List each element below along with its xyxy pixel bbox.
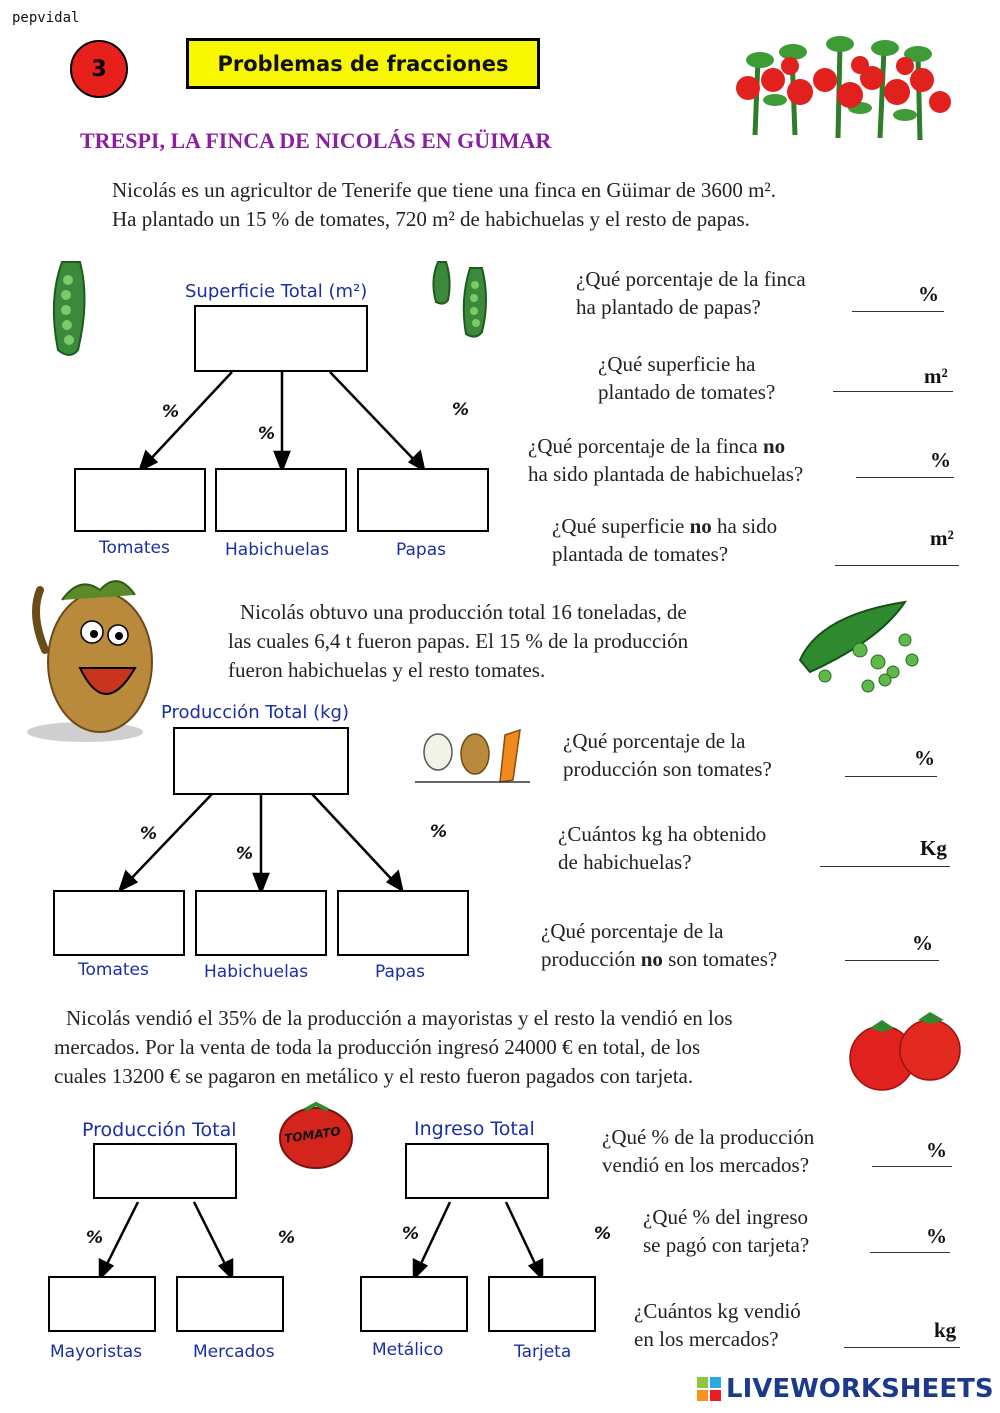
answer-3-3-line[interactable] bbox=[844, 1345, 960, 1348]
diagram3-mercados-box[interactable] bbox=[176, 1276, 284, 1332]
section3-text-line3: cuales 13200 € se pagaron en metálico y el resto fueron pagados con tarjeta. bbox=[54, 1064, 694, 1088]
diagram3-arrows bbox=[100, 1202, 232, 1278]
intro-text-line1: Nicolás es un agricultor de Tenerife que tiene una finca en Güimar de 3600 m². bbox=[112, 178, 776, 202]
tomatoes-icon bbox=[850, 1012, 960, 1090]
diagram3-mayoristas-box[interactable] bbox=[48, 1276, 156, 1332]
page-heading: TRESPI, LA FINCA DE NICOLÁS EN GÜIMAR bbox=[80, 128, 552, 153]
answer-2-2-line[interactable] bbox=[820, 864, 950, 867]
diagram4-metalico-box[interactable] bbox=[360, 1276, 468, 1332]
diagram3-root-box[interactable] bbox=[93, 1143, 237, 1199]
diagram4-metalico-label: Metálico bbox=[372, 1340, 444, 1360]
diagram3-mercados-label: Mercados bbox=[193, 1342, 275, 1362]
pea-pod-icon bbox=[54, 262, 85, 355]
section3-text-line1: Nicolás vendió el 35% de la producción a mayoristas y el resto la vendió en los bbox=[66, 1006, 733, 1030]
question-2-1-unit: % bbox=[914, 746, 935, 770]
question-3-1: ¿Qué % de la producción vendió en los mercados? bbox=[602, 1125, 815, 1177]
answer-1-1-line[interactable] bbox=[852, 309, 944, 312]
diagram4-tarjeta-box[interactable] bbox=[488, 1276, 596, 1332]
diagram1-root-label: Superficie Total (m²) bbox=[185, 281, 368, 302]
diagram2-arrows bbox=[120, 794, 402, 892]
intro-text-line2: Ha plantado un 15 % de tomates, 720 m² de habichuelas y el resto de papas. bbox=[112, 207, 750, 231]
tomato-plants-icon bbox=[736, 36, 951, 140]
question-1-1-unit: % bbox=[918, 282, 939, 306]
liveworksheets-brand bbox=[696, 1374, 994, 1404]
answer-2-3-line[interactable] bbox=[845, 958, 939, 961]
section3-text-line2: mercados. Por la venta de toda la producción ingresó 24000 € en total, de los bbox=[54, 1035, 701, 1059]
question-1-4-unit: m² bbox=[930, 526, 954, 550]
question-3-1-unit: % bbox=[926, 1138, 947, 1162]
diagram1-papas-box[interactable] bbox=[357, 468, 489, 532]
section2-text-line3: fueron habichuelas y el resto tomates. bbox=[228, 658, 546, 682]
diagram2-habichuelas-box[interactable] bbox=[195, 890, 327, 956]
diagram1-tomates-box[interactable] bbox=[74, 468, 206, 532]
diagram2-habichuelas-label: Habichuelas bbox=[204, 962, 309, 982]
vegetable-characters-icon bbox=[415, 730, 530, 782]
diagram1-tomates-label: Tomates bbox=[99, 538, 170, 558]
question-2-2: ¿Cuántos kg ha obtenido de habichuelas? bbox=[558, 822, 767, 874]
liveworksheets-logo-icon bbox=[696, 1376, 722, 1402]
diagram1-habichuelas-label: Habichuelas bbox=[225, 540, 330, 560]
question-2-3-unit: % bbox=[912, 931, 933, 955]
diagram3-pct-right: % bbox=[278, 1228, 296, 1248]
peas-icon bbox=[800, 602, 918, 692]
question-2-1: ¿Qué porcentaje de la producción son tomates? bbox=[563, 729, 772, 781]
potato-character-icon bbox=[27, 581, 152, 742]
diagram2-pct-middle: % bbox=[236, 844, 254, 864]
pea-pods-icon bbox=[433, 262, 486, 337]
diagram1-pct-right: % bbox=[452, 400, 470, 420]
answer-1-4-line[interactable] bbox=[835, 563, 959, 566]
diagram2-tomates-label: Tomates bbox=[78, 960, 149, 980]
question-2-3: ¿Qué porcentaje de la producción no son tomates? bbox=[541, 919, 778, 971]
answer-3-1-line[interactable] bbox=[872, 1164, 952, 1167]
diagram1-papas-label: Papas bbox=[396, 540, 446, 560]
question-1-1: ¿Qué porcentaje de la finca ha plantado de papas? bbox=[576, 267, 806, 319]
question-3-3-unit: kg bbox=[934, 1318, 957, 1342]
diagram4-root-label: Ingreso Total bbox=[414, 1118, 535, 1140]
question-1-4: ¿Qué superficie no ha sido plantada de tomates? bbox=[552, 514, 778, 566]
question-3-2-unit: % bbox=[926, 1224, 947, 1248]
diagram2-papas-box[interactable] bbox=[337, 890, 469, 956]
diagram2-root-label: Producción Total (kg) bbox=[161, 702, 349, 723]
section2-text-line2: las cuales 6,4 t fueron papas. El 15 % de la producción bbox=[228, 629, 689, 653]
diagram1-pct-middle: % bbox=[258, 424, 276, 444]
diagram2-pct-right: % bbox=[430, 822, 448, 842]
diagram1-pct-left: % bbox=[162, 402, 180, 422]
answer-2-1-line[interactable] bbox=[845, 774, 937, 777]
diagram3-root-label: Producción Total bbox=[82, 1119, 237, 1141]
answer-1-2-line[interactable] bbox=[833, 389, 953, 392]
diagram3-mayoristas-label: Mayoristas bbox=[50, 1342, 143, 1362]
liveworksheets-logo-text: LIVEWORKSHEETS bbox=[726, 1374, 994, 1404]
question-1-3-unit: % bbox=[930, 448, 951, 472]
diagram2-root-box[interactable] bbox=[173, 727, 349, 795]
question-3-2: ¿Qué % del ingreso se pagó con tarjeta? bbox=[643, 1205, 810, 1257]
diagram1-arrows bbox=[140, 372, 424, 470]
diagram4-pct-left: % bbox=[402, 1224, 420, 1244]
diagram4-tarjeta-label: Tarjeta bbox=[514, 1342, 572, 1362]
diagram2-pct-left: % bbox=[140, 824, 158, 844]
diagram4-arrows bbox=[414, 1202, 542, 1278]
answer-1-3-line[interactable] bbox=[856, 475, 954, 478]
question-1-2-unit: m² bbox=[924, 364, 948, 388]
tomato-logo-text: TOMATO bbox=[283, 1124, 342, 1146]
diagram2-tomates-box[interactable] bbox=[53, 890, 185, 956]
diagram3-pct-left: % bbox=[86, 1228, 104, 1248]
answer-3-2-line[interactable] bbox=[870, 1250, 950, 1253]
exercise-number-badge: 3 bbox=[70, 40, 128, 98]
diagram4-pct-right: % bbox=[594, 1224, 612, 1244]
question-2-2-unit: Kg bbox=[920, 836, 947, 860]
diagram4-root-box[interactable] bbox=[405, 1143, 549, 1199]
question-3-3: ¿Cuántos kg vendió en los mercados? bbox=[634, 1299, 801, 1351]
diagram2-papas-label: Papas bbox=[375, 962, 425, 982]
section2-text-line1: Nicolás obtuvo una producción total 16 toneladas, de bbox=[240, 600, 687, 624]
worksheet-title: Problemas de fracciones bbox=[186, 38, 540, 89]
question-1-2: ¿Qué superficie ha plantado de tomates? bbox=[598, 352, 776, 404]
diagram1-root-box[interactable] bbox=[194, 305, 368, 372]
author-label: pepvidal bbox=[12, 10, 80, 26]
diagram1-habichuelas-box[interactable] bbox=[215, 468, 347, 532]
question-1-3: ¿Qué porcentaje de la finca no ha sido plantada de habichuelas? bbox=[528, 434, 804, 486]
